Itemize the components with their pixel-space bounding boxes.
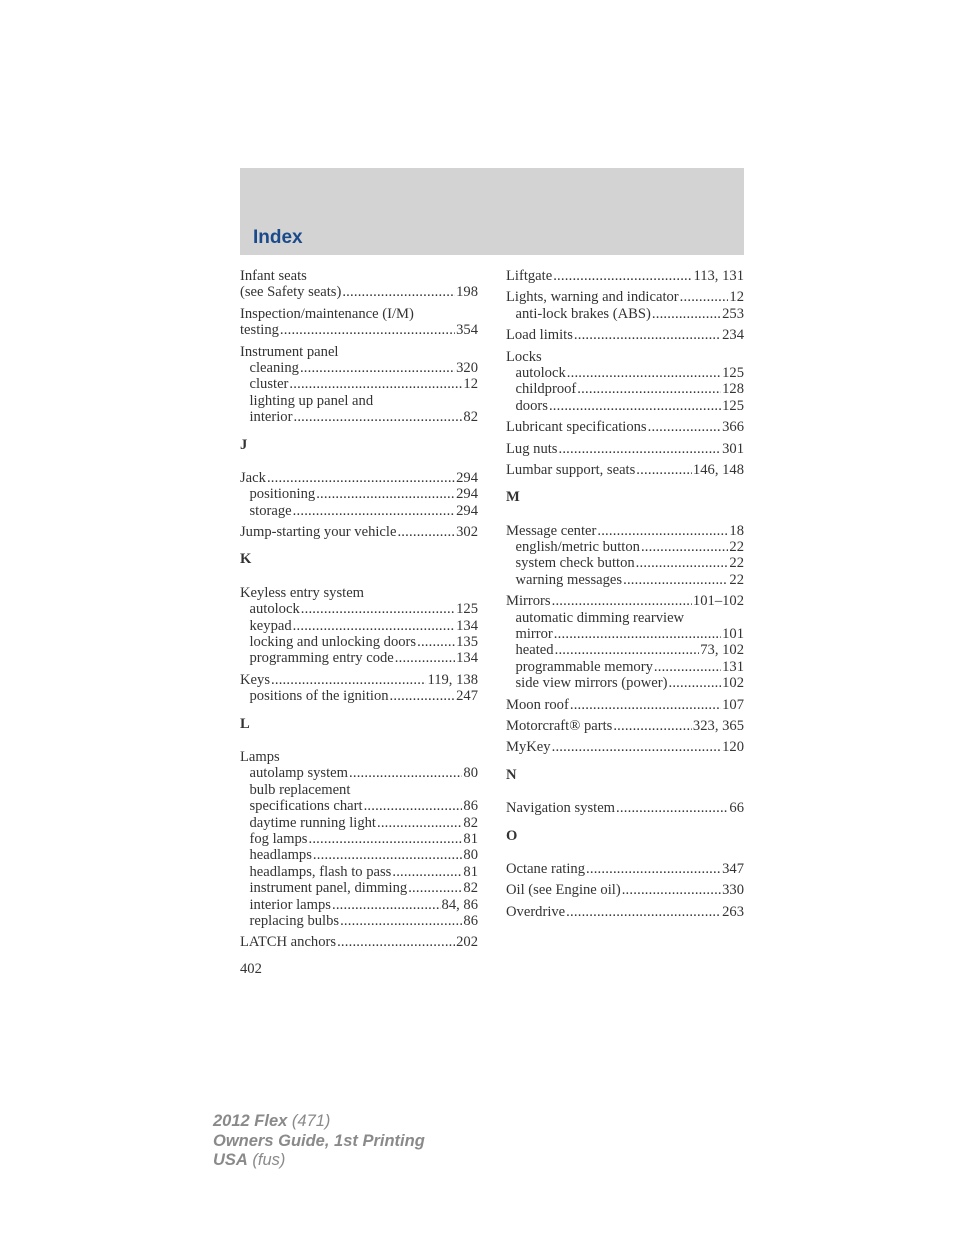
entry-term: headlamps, flash to pass bbox=[249, 863, 392, 880]
entry-term: daytime running light bbox=[249, 814, 376, 831]
entry-term: Keys bbox=[240, 671, 270, 688]
entry-term: Oil (see Engine oil) bbox=[506, 882, 621, 899]
dot-leader bbox=[652, 306, 721, 322]
entry-term: locking and unlocking doors bbox=[249, 634, 417, 651]
entry-page-ref: 113, 131 bbox=[693, 268, 744, 284]
index-entry bbox=[240, 934, 478, 950]
index-subentry bbox=[506, 675, 744, 691]
entry-page-ref: 22 bbox=[729, 555, 744, 572]
entry-page-ref: 81 bbox=[463, 863, 478, 880]
entry-page-ref: 330 bbox=[722, 882, 744, 899]
entry-page-ref: 294 bbox=[456, 469, 478, 486]
index-entry-line bbox=[506, 462, 744, 478]
entry-term: programming entry code bbox=[249, 650, 394, 667]
index-entry-line bbox=[506, 593, 744, 609]
index-column-left bbox=[240, 268, 478, 956]
entry-page-ref: 134 bbox=[456, 617, 478, 634]
index-subentry bbox=[506, 365, 744, 381]
index-subentry bbox=[240, 815, 478, 831]
entry-page-ref: 302 bbox=[456, 524, 478, 541]
entry-term: Locks bbox=[506, 348, 542, 365]
entry-term: autolamp system bbox=[249, 765, 348, 782]
footer-guide: Owners Guide, 1st Printing bbox=[213, 1131, 425, 1150]
index-subentry bbox=[506, 610, 744, 626]
entry-term: replacing bulbs bbox=[249, 912, 340, 929]
entry-page-ref: 73, 102 bbox=[700, 642, 744, 659]
entry-term: fog lamps bbox=[249, 830, 308, 847]
index-subentry bbox=[240, 360, 478, 376]
dot-leader bbox=[555, 642, 700, 658]
index-entry-line bbox=[240, 524, 478, 540]
dot-leader bbox=[301, 601, 455, 617]
footer-model: 2012 Flex bbox=[213, 1112, 288, 1130]
index-entry bbox=[240, 524, 478, 540]
index-entry bbox=[240, 306, 478, 339]
entry-page-ref: 320 bbox=[456, 359, 478, 376]
index-header-band bbox=[240, 168, 744, 255]
footer-code: (471) bbox=[287, 1112, 331, 1130]
entry-term: Octane rating bbox=[506, 860, 586, 877]
index-entry bbox=[506, 523, 744, 589]
entry-page-ref: 294 bbox=[456, 502, 478, 519]
index-entry bbox=[506, 593, 744, 691]
index-subentry bbox=[240, 765, 478, 781]
index-letter-heading: M bbox=[506, 489, 520, 506]
index-subentry bbox=[240, 880, 478, 896]
entry-term: autolock bbox=[249, 601, 300, 618]
dot-leader bbox=[271, 672, 426, 688]
entry-page-ref: 323, 365 bbox=[692, 717, 744, 734]
dot-leader bbox=[332, 897, 441, 913]
entry-term: Lights, warning and indicator bbox=[506, 289, 679, 306]
entry-page-ref: 66 bbox=[729, 800, 744, 817]
index-entry-line bbox=[240, 284, 478, 300]
dot-leader bbox=[668, 675, 721, 691]
index-entry-line bbox=[506, 441, 744, 457]
entry-page-ref: 107 bbox=[722, 696, 744, 713]
entry-term: testing bbox=[240, 322, 279, 339]
entry-term: Jack bbox=[240, 469, 266, 486]
index-entry bbox=[240, 672, 478, 705]
index-entry bbox=[506, 349, 744, 415]
entry-term: Jump-starting your vehicle bbox=[240, 524, 397, 541]
index-subentry bbox=[506, 626, 744, 642]
dot-leader bbox=[293, 409, 462, 425]
dot-leader bbox=[574, 327, 721, 343]
entry-term: lighting up panel and bbox=[249, 392, 374, 409]
entry-term: automatic dimming rearview bbox=[515, 609, 685, 626]
index-subentry bbox=[240, 486, 478, 502]
index-subentry bbox=[240, 393, 478, 409]
index-column-right bbox=[506, 268, 744, 925]
index-entry bbox=[506, 289, 744, 322]
index-entry bbox=[506, 419, 744, 435]
entry-page-ref: 12 bbox=[729, 289, 744, 306]
index-subentry bbox=[240, 864, 478, 880]
dot-leader bbox=[549, 398, 721, 414]
entry-term: Liftgate bbox=[506, 268, 553, 284]
entry-page-ref: 81 bbox=[463, 830, 478, 847]
dot-leader bbox=[340, 913, 462, 929]
dot-leader bbox=[313, 847, 462, 863]
dot-leader bbox=[342, 284, 455, 300]
index-subentry bbox=[240, 798, 478, 814]
entry-page-ref: 125 bbox=[456, 601, 478, 618]
dot-leader bbox=[280, 322, 455, 338]
index-letter-heading: N bbox=[506, 766, 517, 783]
dot-leader bbox=[616, 800, 728, 816]
entry-term: MyKey bbox=[506, 739, 551, 756]
dot-leader bbox=[648, 419, 721, 435]
index-subentry bbox=[506, 306, 744, 322]
dot-leader bbox=[408, 880, 462, 896]
index-subentry bbox=[240, 503, 478, 519]
dot-leader bbox=[289, 376, 462, 392]
entry-page-ref: 146, 148 bbox=[692, 461, 744, 478]
index-letter-heading: L bbox=[240, 715, 250, 732]
entry-term: Motorcraft® parts bbox=[506, 717, 613, 734]
footer-line-1 bbox=[213, 1112, 425, 1132]
entry-term: positions of the ignition bbox=[249, 688, 389, 705]
entry-term: system check button bbox=[515, 555, 635, 572]
index-subentry bbox=[240, 376, 478, 392]
entry-term: Message center bbox=[506, 522, 597, 539]
entry-page-ref: 101 bbox=[722, 626, 744, 643]
dot-leader bbox=[337, 934, 455, 950]
dot-leader bbox=[397, 524, 455, 540]
entry-term: autolock bbox=[515, 364, 566, 381]
dot-leader bbox=[623, 572, 728, 588]
index-entry bbox=[240, 749, 478, 929]
entry-page-ref: 12 bbox=[463, 376, 478, 393]
index-subentry bbox=[506, 572, 744, 588]
footer-region-code: (fus) bbox=[247, 1151, 286, 1169]
entry-page-ref: 82 bbox=[463, 880, 478, 897]
entry-page-ref: 198 bbox=[456, 284, 478, 301]
index-entry-line bbox=[506, 739, 744, 755]
dot-leader bbox=[654, 659, 721, 675]
entry-page-ref: 125 bbox=[722, 364, 744, 381]
index-subentry bbox=[240, 913, 478, 929]
index-entry-line bbox=[506, 861, 744, 877]
index-entry-line bbox=[240, 268, 478, 284]
dot-leader bbox=[390, 688, 456, 704]
index-subentry bbox=[240, 897, 478, 913]
entry-term: mirror bbox=[515, 626, 553, 643]
index-entry-line bbox=[506, 289, 744, 305]
index-entry bbox=[506, 800, 744, 816]
dot-leader bbox=[597, 523, 728, 539]
dot-leader bbox=[622, 882, 721, 898]
entry-page-ref: 134 bbox=[456, 650, 478, 667]
index-subentry bbox=[240, 688, 478, 704]
entry-term: (see Safety seats) bbox=[240, 284, 342, 301]
index-subentry bbox=[240, 601, 478, 617]
index-entry-line bbox=[240, 672, 478, 688]
index-entry-line bbox=[506, 800, 744, 816]
index-letter-heading: O bbox=[506, 827, 518, 844]
entry-term: Infant seats bbox=[240, 268, 307, 284]
entry-page-ref: 84, 86 bbox=[441, 896, 478, 913]
dot-leader bbox=[267, 470, 455, 486]
entry-term: english/metric button bbox=[515, 539, 640, 556]
entry-page-ref: 102 bbox=[722, 675, 744, 692]
entry-term: interior lamps bbox=[249, 896, 331, 913]
entry-page-ref: 247 bbox=[456, 688, 478, 705]
dot-leader bbox=[577, 381, 721, 397]
entry-term: heated bbox=[515, 642, 554, 659]
entry-term: anti-lock brakes (ABS) bbox=[515, 305, 651, 322]
entry-term: Lamps bbox=[240, 748, 280, 765]
index-subentry bbox=[506, 381, 744, 397]
index-entry bbox=[240, 585, 478, 667]
entry-page-ref: 234 bbox=[722, 327, 744, 344]
index-entry bbox=[506, 904, 744, 920]
index-subentry bbox=[240, 831, 478, 847]
entry-term: positioning bbox=[249, 486, 316, 503]
index-entry bbox=[506, 697, 744, 713]
entry-term: cleaning bbox=[249, 359, 299, 376]
entry-page-ref: 18 bbox=[729, 522, 744, 539]
entry-page-ref: 125 bbox=[722, 397, 744, 414]
entry-page-ref: 131 bbox=[722, 658, 744, 675]
entry-page-ref: 22 bbox=[729, 571, 744, 588]
index-entry bbox=[506, 268, 744, 284]
dot-leader bbox=[641, 539, 728, 555]
dot-leader bbox=[636, 462, 692, 478]
dot-leader bbox=[308, 831, 462, 847]
entry-page-ref: 22 bbox=[729, 539, 744, 556]
entry-page-ref: 101–102 bbox=[692, 593, 744, 610]
dot-leader bbox=[558, 441, 721, 457]
index-entry-line bbox=[506, 904, 744, 920]
entry-page-ref: 86 bbox=[463, 798, 478, 815]
dot-leader bbox=[613, 718, 692, 734]
index-entry-line bbox=[506, 523, 744, 539]
entry-page-ref: 294 bbox=[456, 486, 478, 503]
index-entry bbox=[506, 739, 744, 755]
index-subentry bbox=[506, 398, 744, 414]
entry-term: Lumbar support, seats bbox=[506, 461, 636, 478]
index-subentry bbox=[240, 650, 478, 666]
dot-leader bbox=[680, 289, 729, 305]
entry-page-ref: 366 bbox=[722, 419, 744, 436]
entry-term: Navigation system bbox=[506, 800, 616, 817]
index-entry-line bbox=[240, 749, 478, 765]
entry-term: bulb replacement bbox=[249, 781, 351, 798]
dot-leader bbox=[293, 503, 455, 519]
index-entry bbox=[240, 344, 478, 426]
index-entry bbox=[506, 441, 744, 457]
entry-page-ref: 128 bbox=[722, 381, 744, 398]
dot-leader bbox=[417, 634, 455, 650]
entry-term: Keyless entry system bbox=[240, 584, 365, 601]
index-subentry bbox=[240, 409, 478, 425]
index-subentry bbox=[506, 642, 744, 658]
entry-page-ref: 202 bbox=[456, 934, 478, 951]
footer-line-3 bbox=[213, 1151, 425, 1171]
entry-term: side view mirrors (power) bbox=[515, 675, 668, 692]
index-entry-line bbox=[240, 585, 478, 601]
index-entry-line bbox=[506, 882, 744, 898]
dot-leader bbox=[395, 650, 455, 666]
index-entry-line bbox=[506, 327, 744, 343]
index-entry bbox=[506, 327, 744, 343]
index-letter-heading: K bbox=[240, 551, 252, 568]
dot-leader bbox=[586, 861, 721, 877]
entry-term: LATCH anchors bbox=[240, 934, 337, 951]
entry-term: programmable memory bbox=[515, 658, 653, 675]
index-subentry bbox=[240, 634, 478, 650]
entry-term: Load limits bbox=[506, 327, 573, 344]
dot-leader bbox=[636, 555, 729, 571]
entry-term: Moon roof bbox=[506, 696, 569, 713]
dot-leader bbox=[316, 486, 455, 502]
index-entry bbox=[506, 462, 744, 478]
dot-leader bbox=[553, 268, 692, 284]
index-subentry bbox=[506, 539, 744, 555]
dot-leader bbox=[392, 864, 462, 880]
entry-term: Lug nuts bbox=[506, 440, 558, 457]
index-entry-line bbox=[240, 934, 478, 950]
entry-term: headlamps bbox=[249, 847, 312, 864]
index-entry-line bbox=[240, 322, 478, 338]
entry-page-ref: 354 bbox=[456, 322, 478, 339]
dot-leader bbox=[566, 904, 721, 920]
index-subentry bbox=[240, 782, 478, 798]
entry-term: Instrument panel bbox=[240, 343, 339, 360]
entry-page-ref: 263 bbox=[722, 903, 744, 920]
entry-term: Inspection/maintenance (I/M) bbox=[240, 305, 414, 322]
dot-leader bbox=[554, 626, 721, 642]
footer-line-2 bbox=[213, 1132, 425, 1152]
entry-term: keypad bbox=[249, 617, 292, 634]
entry-page-ref: 82 bbox=[463, 409, 478, 426]
dot-leader bbox=[300, 360, 455, 376]
index-entry-line bbox=[506, 697, 744, 713]
index-entry-line bbox=[506, 419, 744, 435]
dot-leader bbox=[377, 815, 462, 831]
entry-page-ref: 253 bbox=[722, 305, 744, 322]
index-subentry bbox=[506, 555, 744, 571]
index-entry bbox=[240, 470, 478, 519]
entry-page-ref: 80 bbox=[463, 847, 478, 864]
index-entry-line bbox=[240, 470, 478, 486]
entry-page-ref: 119, 138 bbox=[427, 671, 478, 688]
index-entry-line bbox=[506, 349, 744, 365]
index-entry-line bbox=[506, 718, 744, 734]
entry-page-ref: 135 bbox=[456, 634, 478, 651]
entry-page-ref: 80 bbox=[463, 765, 478, 782]
dot-leader bbox=[552, 593, 692, 609]
entry-page-ref: 120 bbox=[722, 739, 744, 756]
dot-leader bbox=[364, 798, 463, 814]
entry-term: interior bbox=[249, 409, 293, 426]
index-subentry bbox=[240, 847, 478, 863]
dot-leader bbox=[552, 739, 722, 755]
index-entry-line bbox=[506, 268, 744, 284]
index-subentry bbox=[506, 659, 744, 675]
dot-leader bbox=[567, 365, 721, 381]
entry-term: Mirrors bbox=[506, 593, 551, 610]
entry-page-ref: 301 bbox=[722, 440, 744, 457]
entry-term: Lubricant specifications bbox=[506, 419, 647, 436]
index-letter-heading: J bbox=[240, 436, 248, 453]
index-entry bbox=[506, 882, 744, 898]
dot-leader bbox=[293, 618, 455, 634]
entry-term: cluster bbox=[249, 376, 289, 393]
page-number: 402 bbox=[240, 961, 262, 977]
index-entry-line bbox=[240, 344, 478, 360]
index-entry bbox=[240, 268, 478, 301]
entry-term: doors bbox=[515, 397, 548, 414]
index-entry bbox=[506, 861, 744, 877]
entry-page-ref: 347 bbox=[722, 860, 744, 877]
entry-term: warning messages bbox=[515, 571, 623, 588]
entry-page-ref: 82 bbox=[463, 814, 478, 831]
entry-term: Overdrive bbox=[506, 903, 566, 920]
index-subentry bbox=[240, 618, 478, 634]
entry-term: storage bbox=[249, 502, 292, 519]
index-entry bbox=[506, 718, 744, 734]
dot-leader bbox=[570, 697, 721, 713]
entry-term: instrument panel, dimming bbox=[249, 880, 408, 897]
dot-leader bbox=[349, 765, 462, 781]
entry-term: specifications chart bbox=[249, 798, 363, 815]
footer bbox=[213, 1112, 425, 1171]
footer-region: USA bbox=[213, 1151, 248, 1169]
entry-page-ref: 86 bbox=[463, 912, 478, 929]
index-entry-line bbox=[240, 306, 478, 322]
entry-term: childproof bbox=[515, 381, 577, 398]
page-title: Index bbox=[253, 227, 303, 248]
